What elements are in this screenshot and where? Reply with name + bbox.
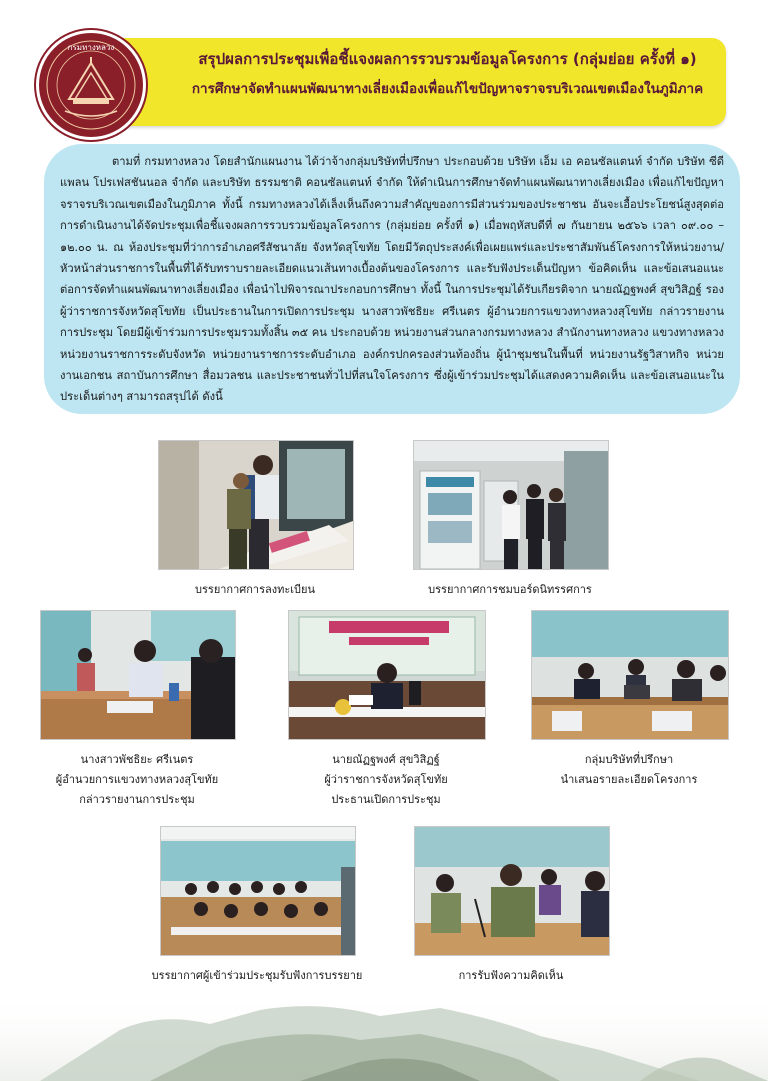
caption-public-hearing: การรับฟังความคิดเห็น: [458, 969, 564, 982]
decorative-footer-scenery: [0, 990, 768, 1081]
photo-consultant-presentation: [531, 610, 729, 740]
photo-exhibition: [413, 440, 609, 570]
intro-text: [60, 151, 724, 408]
photo-public-hearing: [414, 826, 610, 956]
page-subtitle: การศึกษาจัดทำแผนพัฒนาทางเลี่ยงเมืองเพื่อแก้ไขปัญหาจราจรบริเวณเขตเมืองในภูมิภาค: [191, 81, 704, 97]
caption-consultant-presentation: กลุ่มบริษัทที่ปรึกษา นำเสนอรายละเอียดโครงการ: [560, 753, 698, 786]
intro-paragraph: ตามที่ กรมทางหลวง โดยสำนักแผนงาน ได้ว่าจ้างกลุ่มบริษัทที่ปรึกษา ประกอบด้วย บริษัท เอ็ม เอ คอนซัลแตนท์ จำกัด บริษัท ซีดี แพลน โปรเฟสชันนอล จำกัด และบริษัท ธรรมชาติ คอนซัลแตนท์ จำกัด ให้ดำเนินการศึกษาจัดทำแผนพัฒนาทางเลี่ยงเมือง เพื่อแก้ไขปัญหาจราจรบริเวณเขตเมืองในภูมิภาค ทั้งนี้ กรมทางหลวงได้เล็งเห็นถึงความสำคัญของการมีส่วนร่วมของประชาชน อันจะเอื้อประโยชน์สูงสุดต่อการดำเนินงานได้จัดประชุมเพื่อชี้แจงผลการรวบรวมข้อมูลโครงการ (กลุ่มย่อย ครั้งที่ ๑) เมื่อพฤหัสบดีที่ ๗ กันยายน ๒๕๖๖ เวลา ๐๙.๐๐ – ๑๒.๐๐ น. ณ ห้องประชุมที่ว่าการอำเภอศรีสัชนาลัย จังหวัดสุโขทัย โดยมีวัตถุประสงค์เพื่อเผยแพร่และประชาสัมพันธ์โครงการให้หน่วยงาน/หัวหน้าส่วนราชการในพื้นที่ได้รับทราบรายละเอียดแนวเส้นทางเบื้องต้นของโครงการ และรับฟังประเด็นปัญหา ข้อคิดเห็น และข้อเสนอแนะต่อการจัดทำแผนพัฒนาทางเลี่ยงเมือง เพื่อนำไปพิจารณาประกอบการศึกษา ทั้งนี้ ในการประชุมได้รับเกียรติจาก นายณัฏฐพงศ์ สุขวิสิฏฐ์ รองผู้ว่าราชการจังหวัดสุโขทัย เป็นประธานในการเปิดการประชุม นางสาวพัชธิยะ ศรีเนตร ผู้อำนวยการแขวงทางหลวงสุโขทัย กล่าวรายงานการประชุม โดยมีผู้เข้าร่วมการประชุมรวมทั้งสิ้น ๓๕ คน ประกอบด้วย หน่วยงานส่วนกลางกรมทางหลวง สำนักงานทางหลวง แขวงทางหลวง หน่วยงานราชการระดับจังหวัด หน่วยงานราชการระดับอำเภอ องค์กรปกครองส่วนท้องถิ่น ผู้นำชุมชนในพื้นที่ หน่วยงานรัฐวิสาหกิจ หน่วยงานเอกชน สถาบันการศึกษา สื่อมวลชน และประชาชนทั่วไปที่สนใจโครงการ ซึ่งผู้เข้าร่วมประชุมได้แสดงความคิดเห็น และข้อเสนอแนะในประเด็นต่างๆ สามารถสรุปได้ ดังนี้: [60, 155, 724, 404]
caption-director-report: นางสาวพัชธิยะ ศรีเนตร ผู้อำนวยการแขวงทางหลวงสุโขทัย กล่าวรายงานการประชุม: [55, 753, 219, 806]
page-title: สรุปผลการประชุมเพื่อชี้แจงผลการรวบรวมข้อมูลโครงการ (กลุ่มย่อย ครั้งที่ ๑): [198, 50, 697, 68]
photo-director-report: [40, 610, 236, 740]
caption-audience: บรรยากาศผู้เข้าร่วมประชุมรับฟังการบรรยาย: [151, 969, 363, 982]
department-of-highways-logo: [36, 30, 146, 140]
caption-registration: บรรยากาศการลงทะเบียน: [195, 583, 315, 596]
caption-exhibition: บรรยากาศการชมบอร์ดนิทรรศการ: [428, 583, 592, 596]
caption-governor-opening: นายณัฏฐพงศ์ สุขวิสิฏฐ์ ผู้ว่าราชการจังหวัดสุโขทัย ประธานเปิดการประชุม: [324, 753, 448, 806]
logo-text: กรมทางหลวง: [67, 43, 115, 52]
photo-registration: [158, 440, 354, 570]
photo-governor-opening: [288, 610, 486, 740]
photo-audience: [160, 826, 356, 956]
